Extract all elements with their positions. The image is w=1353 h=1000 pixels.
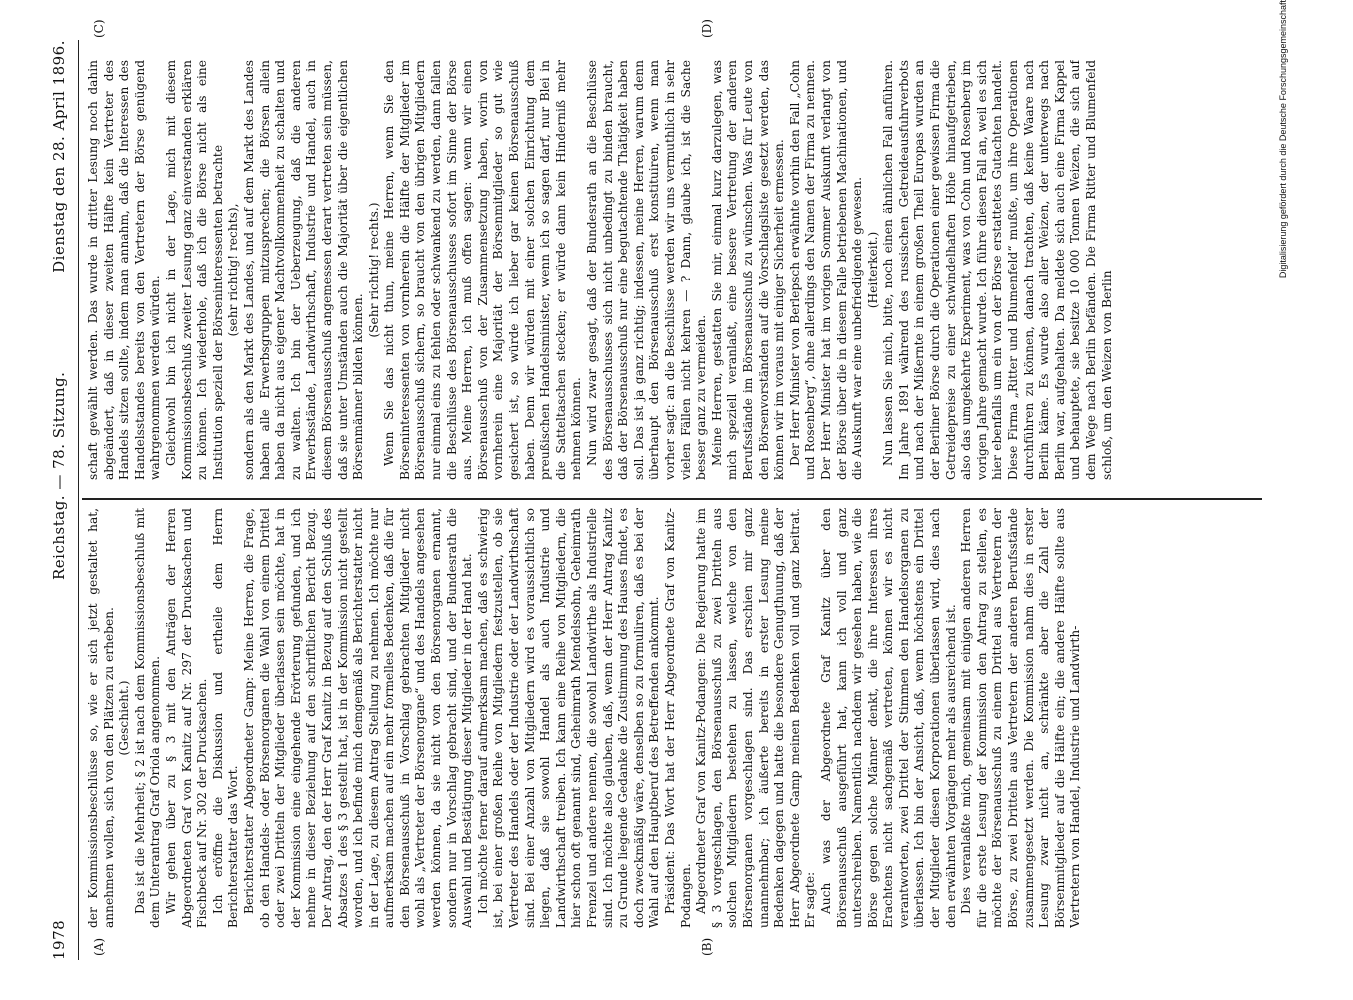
page-title: Reichstag. — 78. Sitzung. [50, 371, 68, 580]
paragraph: Berichterstatter Abgeordneter Gamp: Meine Herren, die Frage, ob den Handels- oder Börsenorganen die Wahl von einem Drittel oder zwei Dritteln der Mitglieder überlassen sein möchte, hat in der Kommission eine eingehende Erörterung gefunden, und ich nehme in dieser Beziehung auf den schriftlichen Bericht Bezug. Der Antrag, den der Herr Graf Kanitz in Bezug auf den Schluß des Absatzes 1 des § 3 gestellt hat, ist in der Kommission nicht gestellt worden, und ich befinde mich demgemäß als Berichterstatter nicht in der Lage, zu diesem Antrag Stellung zu nehmen. Ich möchte nur aufmerksam machen auf ein mehr formelles Bedenken, daß die für den Börsenausschuß in Vorschlag gebrachten Mitglieder nicht wohl als „Vertreter der Börsenorgane“ und des Handels angesehen werden können, da sie nicht von den Börsenorganen ernannt, sondern nur in Vorschlag gebracht sind, und der Bundesrath die Auswahl und Bestätigung dieser Mitglieder in der Hand hat. [241, 508, 475, 928]
interjection: (sehr richtig! rechts), [226, 203, 241, 337]
paragraph: Ich eröffne die Diskussion und ertheile dem Herrn Berichterstatter das Wort. [210, 508, 241, 928]
paragraph: schaft gewählt werden. Das wurde in dritter Lesung noch dahin abgeändert, daß in dieser zweiten Hälfte kein Vertreter des Handels sitzen sollte, indem man annahm, daß die Interessen des Handelsstandes bereits von den Vertretern der Börse genügend wahrgenommen werden würden. [86, 60, 163, 480]
quotation: Auch was der Abgeordnete Graf Kanitz über den Börsenausschuß ausgeführt hat, kann ich voll und ganz unterschreiben. Namentlich nachdem wir gesehen haben, wie die Börse gegen solche Männer denkt, die ihre Interessen ihres Erachtens nicht sachgemäß vertreten, können wir es nicht verantworten, zwei Drittel der Stimmen den Handelsorganen zu überlassen. Ich bin der Ansicht, daß, wenn höchstens ein Drittel der Mitglieder diesen Korporationen überlassen wird, dies nach den erwähnten Vorgängen mehr als ausreichend ist. [818, 508, 958, 928]
paragraph: Das ist die Mehrheit; § 2 ist nach dem Kommissionsbeschluß mit dem Unterantrag Graf Oriola angenommen. [132, 508, 163, 928]
paragraph: Dies veranlaßte mich, gemeinsam mit einigen anderen Herren für die erste Lesung der Kommission den Antrag zu stellen, es möchte der Börsenausschuß zu einem Drittel aus Vertretern der Börse, zu zwei Dritteln aus Vertretern der anderen Berufsstände zusammengesetzt werden. Die Kommission nahm dies in erster Lesung zwar nicht an, schränkte aber die Zahl der Börsenmitglieder auf die Hälfte ein; die andere Hälfte sollte aus Vertretern von Handel, Industrie und Landwirth- [959, 508, 1083, 928]
page-header [50, 40, 76, 960]
paragraph: Abgeordneter Graf von Kanitz-Podangen: Die Regierung hatte im § 3 vorgeschlagen, den Börsenausschuß zu zwei Dritteln aus solchen Mitgliedern bestehen zu lassen, welche von den Börsenorganen vorgeschlagen sind. Das erschien mir ganz unannehmbar; ich äußerte bereits in erster Lesung meine Bedenken dagegen und hatte die besondere Genugthuung, daß der Herr Abgeordnete Gamp meinen Bedenken voll und ganz beitrat. Er sagte: [694, 508, 818, 928]
paragraph: Ich möchte ferner darauf aufmerksam machen, daß es schwierig ist, bei einer großen Reihe von Mitgliedern festzustellen, ob sie Vertreter des Handels oder der Industrie oder der Landwirthschaft sind. Bei einer Anzahl von Mitgliedern wird es voraussichtlich so liegen, daß sie sowohl Handel als auch Industrie und Landwirthschaft treiben. Ich kann eine Reihe von Mitgliedern, die hier schon oft genannt sind, Geheimrath Mendelssohn, Geheimrath Frenzel und andere nennen, die sowohl Landwirthe als Industrielle sind. Ich möchte also glauben, daß, wenn der Herr Antrag Kanitz zu Grunde liegende Gedanke die Zustimmung des Hauses findet, es doch zweckmäßig wäre, denselben so zu formuliren, daß es bei der Wahl auf den Hauptberuf des Betreffenden ankommt. [475, 508, 662, 928]
interjection: (Sehr richtig! rechts.) [366, 202, 381, 338]
paragraph: Wenn Sie das nicht thun, meine Herren, wenn Sie den Börseninteressenten von vornherein die Hälfte der Mitglieder im Börsenausschuß sichern, so braucht von den übrigen Mitgliedern nur einmal eins zu fehlen oder schwankend zu werden, dann fallen die Beschlüsse des Börsenausschusses sofort im Sinne der Börse aus. Meine Herren, ich muß offen sagen: wenn wir einen Börsenausschuß von der Zusammensetzung haben, worin von vornherein eine Majorität der Börsenmitglieder so gut wie gesichert ist, so würde ich lieber gar keinen Börsenausschuß haben. Denn wir würden mit einer solchen Einrichtung dem preußischen Handelsminister, wenn ich so sagen darf, nur Blei in die Satteltaschen stecken; er würde dann kein Hinderniß mehr nehmen können. [382, 60, 584, 480]
paragraph: sondern als den Markt des Landes, und auf dem Markt des Landes haben alle Erwerbsgruppen mitzusprechen; die Börsen allein haben da nicht aus eigener Machtvollkommenheit zu schalten und zu walten. Ich bin der Ueberzeugung, daß die anderen Erwerbsstände, Landwirthschaft, Industrie und Handel, auch in diesem Börsenausschuß angemessen derart vertreten sein müssen, daß sie unter Umständen auch die Majorität über die eigentlichen Börsenmänner bilden können. [241, 60, 366, 480]
session-date: Dienstag den 28. April 1896. [50, 40, 68, 273]
interjection: (Geschieht.) [117, 680, 132, 756]
column-divider [82, 498, 1262, 500]
paragraph: Meine Herren, gestatten Sie mir, einmal kurz darzulegen, was mich speziell veranlaßt, eine bessere Vertretung der anderen Berufsstände im Börsenausschuß zu wünschen. Was für Leute von den Börsenvorständen auf die Vorschlagsliste gesetzt werden, das können wir im voraus mit einiger Sicherheit ermessen. [709, 60, 787, 480]
margin-marker-d: (D) [700, 19, 714, 38]
paragraph: Der Herr Minister von Berlepsch erwähnte vorhin den Fall „Cohn und Rosenberg“, ohne allerdings den Namen der Firma zu nennen. Der Herr Minister hat im vorigen Sommer Auskunft verlangt von der Börse über die in diesem Falle betriebenen Machinationen, und die Auskunft war eine unbefriedigende gewesen. [787, 60, 865, 480]
paragraph: Nun lassen Sie mich, bitte, noch einen ähnlichen Fall anführen. Im Jahre 1891 während des russischen Getreideausfuhrverbots und nach der Mißernte in einem großen Theil Europas wurden an der Berliner Börse durch die Operationen einer gewissen Firma die Getreidepreise zu einer schwindelhaften Höhe hinaufgetrieben, also das umgekehrte Experiment, was von Cohn und Rosenberg im vorigen Jahre gemacht wurde. Ich führe diesen Fall an, weil es sich hier ebenfalls um ein von der Börse erstattetes Gutachten handelt. Diese Firma „Ritter und Blumenfeld“ mußte, um ihre Operationen durchführen zu können, danach trachten, daß keine Waare nach Berlin käme. Es wurde also aller Weizen, der unterwegs nach Berlin war, aufgehalten. Da meldete sich auch eine Firma Kappel und behauptete, sie besitze 10 000 Tonnen Weizen, die sich auf dem Wege nach Berlin befänden. Die Firma Ritter und Blumenfeld schloß, um den Weizen von Berlin [881, 60, 1114, 480]
margin-marker-c: (C) [92, 19, 106, 38]
paragraph: Wir gehen über zu § 3 mit den Anträgen der Herren Abgeordneten Graf von Kanitz auf Nr. 297 der Drucksachen und Fischbeck auf Nr. 302 der Drucksachen. [163, 508, 210, 928]
paragraph: Nun wird zwar gesagt, daß der Bundesrath an die Beschlüsse des Börsenausschusses sich nicht unbedingt zu binden braucht, daß der Börsenausschuß nur eine begutachtende Thätigkeit haben soll. Das ist ja ganz richtig; indessen, meine Herren, warum denn überhaupt den Börsenausschuß erst konstituiren, wenn man vorher sagt: an die Beschlüsse werden wir uns vermuthlich in sehr vielen Fällen nicht kehren — ? Dann, glaube ich, ist die Sache besser ganz zu vermeiden. [585, 60, 709, 480]
header-rule [78, 40, 79, 960]
paragraph: der Kommissionsbeschlüsse so, wie er sich jetzt gestaltet hat, annehmen wollen, sich von den Plätzen zu erheben. [86, 508, 116, 928]
digitization-note: Digitalisierung gefördert durch die Deutsche Forschungsgemeinschaft [1278, 0, 1288, 279]
margin-marker-a: (A) [92, 937, 106, 956]
margin-marker-b: (B) [700, 937, 714, 956]
paragraph: Gleichwohl bin ich nicht in der Lage, mich mit diesem Kommissionsbeschluß zweiter Lesung ganz einverstanden erklären zu können. Ich wiederhole, daß ich die Börse nicht als eine Institution speziell der Börseninteressenten betrachte [163, 60, 225, 480]
interjection: (Heiterkeit.) [865, 231, 880, 309]
right-column [86, 60, 1266, 480]
paragraph: Präsident: Das Wort hat der Herr Abgeordnete Graf von Kanitz-Podangen. [662, 508, 693, 928]
page-number: 1978 [50, 919, 68, 960]
left-column [86, 508, 1266, 928]
